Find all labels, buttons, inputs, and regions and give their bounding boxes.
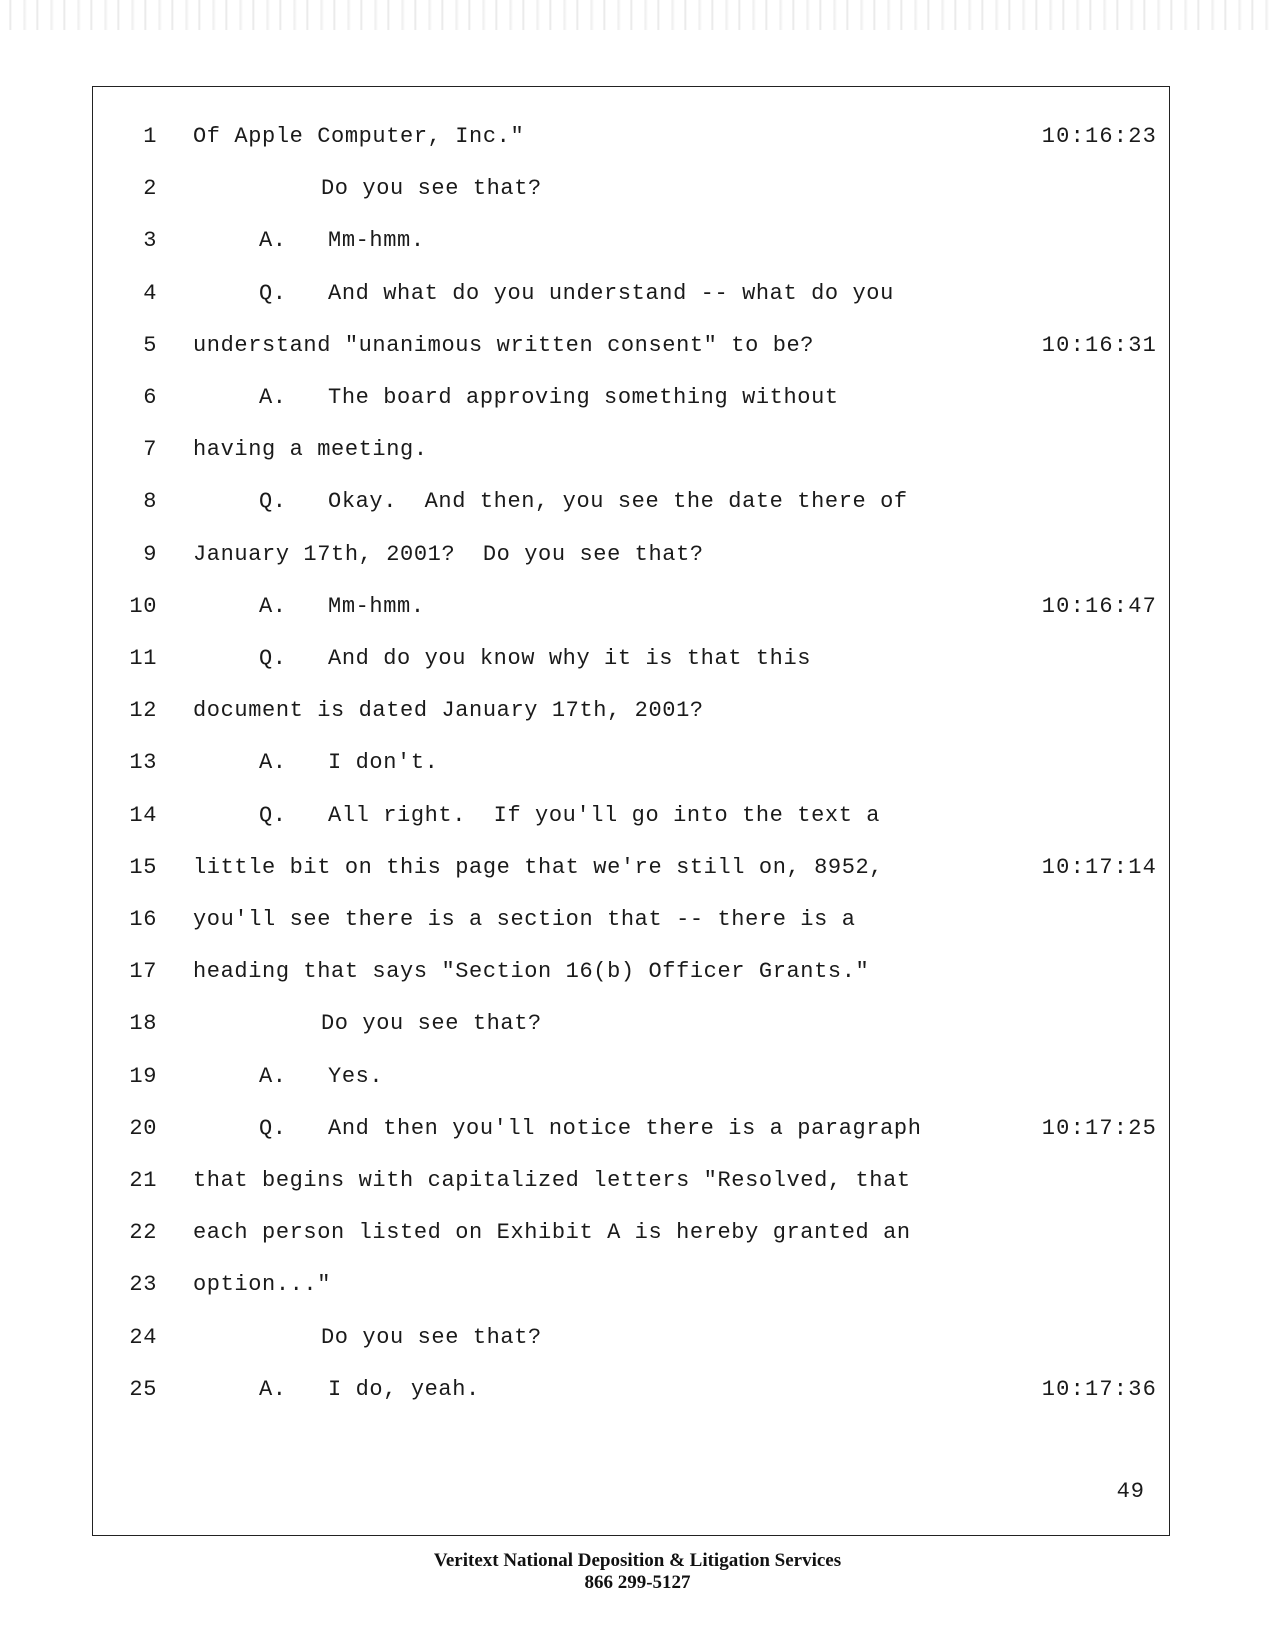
line-timestamp: 10:17:36 — [1041, 1376, 1157, 1402]
line-timestamp: 10:16:23 — [1041, 124, 1157, 149]
page-number: 49 — [1116, 1479, 1145, 1504]
transcript-line — [93, 587, 1171, 627]
line-text: you'll see there is a section that -- there is a — [193, 907, 856, 932]
transcript-line — [93, 1161, 1171, 1201]
transcript-line — [93, 326, 1171, 366]
line-text: having a meeting. — [193, 437, 428, 463]
line-text: Q. Okay. And then, you see the date there of — [259, 489, 908, 515]
line-number: 2 — [143, 176, 157, 202]
line-text: A. I do, yeah. — [259, 1376, 480, 1402]
transcript-line — [93, 378, 1171, 418]
transcript-line — [93, 1004, 1171, 1044]
footer-phone: 866 299-5127 — [584, 1572, 691, 1593]
line-text: Of Apple Computer, Inc." — [193, 124, 525, 149]
line-number: 11 — [129, 646, 157, 671]
line-text: understand "unanimous written consent" to be? — [193, 332, 815, 358]
transcript-line — [93, 743, 1171, 783]
transcript-line — [93, 796, 1171, 836]
transcript-line — [93, 1318, 1171, 1358]
line-number: 4 — [143, 280, 157, 306]
line-number: 12 — [129, 698, 157, 724]
transcript-line — [93, 1109, 1171, 1149]
line-text: A. The board approving something without — [259, 385, 839, 410]
transcript-line — [93, 1213, 1171, 1253]
line-number: 1 — [143, 124, 157, 149]
transcript-page-frame — [92, 86, 1170, 1536]
transcript-line — [93, 639, 1171, 679]
line-number: 13 — [129, 750, 157, 776]
line-number: 21 — [129, 1168, 157, 1193]
line-text: A. Yes. — [259, 1063, 384, 1089]
transcript-line — [93, 1370, 1171, 1410]
line-number: 3 — [143, 228, 157, 254]
line-number: 15 — [129, 854, 157, 880]
line-number: 7 — [143, 437, 157, 463]
line-text: January 17th, 2001? Do you see that? — [193, 541, 704, 567]
line-number: 19 — [129, 1063, 157, 1089]
line-text: A. Mm-hmm. — [259, 228, 425, 254]
line-text: Do you see that? — [321, 1324, 542, 1350]
line-timestamp: 10:17:14 — [1041, 854, 1157, 880]
transcript-line — [93, 1057, 1171, 1097]
footer-company: Veritext National Deposition & Litigation Services — [433, 1550, 842, 1571]
line-number: 10 — [129, 593, 157, 619]
line-text: Q. And what do you understand -- what do you — [259, 280, 894, 306]
line-number: 20 — [129, 1115, 157, 1141]
line-number: 23 — [129, 1272, 157, 1298]
scan-artifact-strip — [0, 0, 1275, 30]
line-number: 17 — [129, 959, 157, 985]
line-timestamp: 10:17:25 — [1041, 1115, 1157, 1141]
line-text: Q. And do you know why it is that this — [259, 646, 812, 671]
transcript-line — [93, 221, 1171, 261]
transcript-line — [93, 1265, 1171, 1305]
line-number: 16 — [129, 907, 157, 932]
line-number: 6 — [143, 385, 157, 410]
line-number: 5 — [143, 332, 157, 358]
line-text: A. I don't. — [259, 750, 439, 776]
line-text: option..." — [193, 1272, 332, 1298]
line-text: that begins with capitalized letters "Resolved, that — [193, 1168, 911, 1193]
line-number: 8 — [143, 489, 157, 515]
transcript-line — [93, 169, 1171, 209]
page-footer — [0, 1550, 1275, 1594]
line-number: 9 — [143, 541, 157, 567]
line-number: 24 — [129, 1324, 157, 1350]
transcript-line — [93, 274, 1171, 314]
line-text: document is dated January 17th, 2001? — [193, 698, 704, 724]
line-number: 18 — [129, 1011, 157, 1037]
line-timestamp: 10:16:47 — [1041, 593, 1157, 619]
line-text: Q. And then you'll notice there is a paragraph — [259, 1115, 922, 1141]
transcript-line — [93, 482, 1171, 522]
line-text: Do you see that? — [321, 1011, 542, 1037]
line-text: A. Mm-hmm. — [259, 593, 425, 619]
line-number: 14 — [129, 802, 157, 828]
line-number: 25 — [129, 1376, 157, 1402]
line-text: little bit on this page that we're still on, 8952, — [193, 854, 884, 880]
transcript-line — [93, 430, 1171, 470]
transcript-line — [93, 952, 1171, 992]
transcript-line — [93, 900, 1171, 940]
transcript-line — [93, 691, 1171, 731]
transcript-line — [93, 535, 1171, 575]
transcript-line — [93, 117, 1171, 157]
line-number: 22 — [129, 1220, 157, 1246]
line-text: each person listed on Exhibit A is hereby granted an — [193, 1220, 911, 1246]
line-text: heading that says "Section 16(b) Officer Grants." — [193, 959, 870, 985]
line-text: Do you see that? — [321, 176, 542, 202]
line-timestamp: 10:16:31 — [1041, 332, 1157, 358]
line-text: Q. All right. If you'll go into the text a — [259, 802, 881, 828]
transcript-line — [93, 848, 1171, 888]
